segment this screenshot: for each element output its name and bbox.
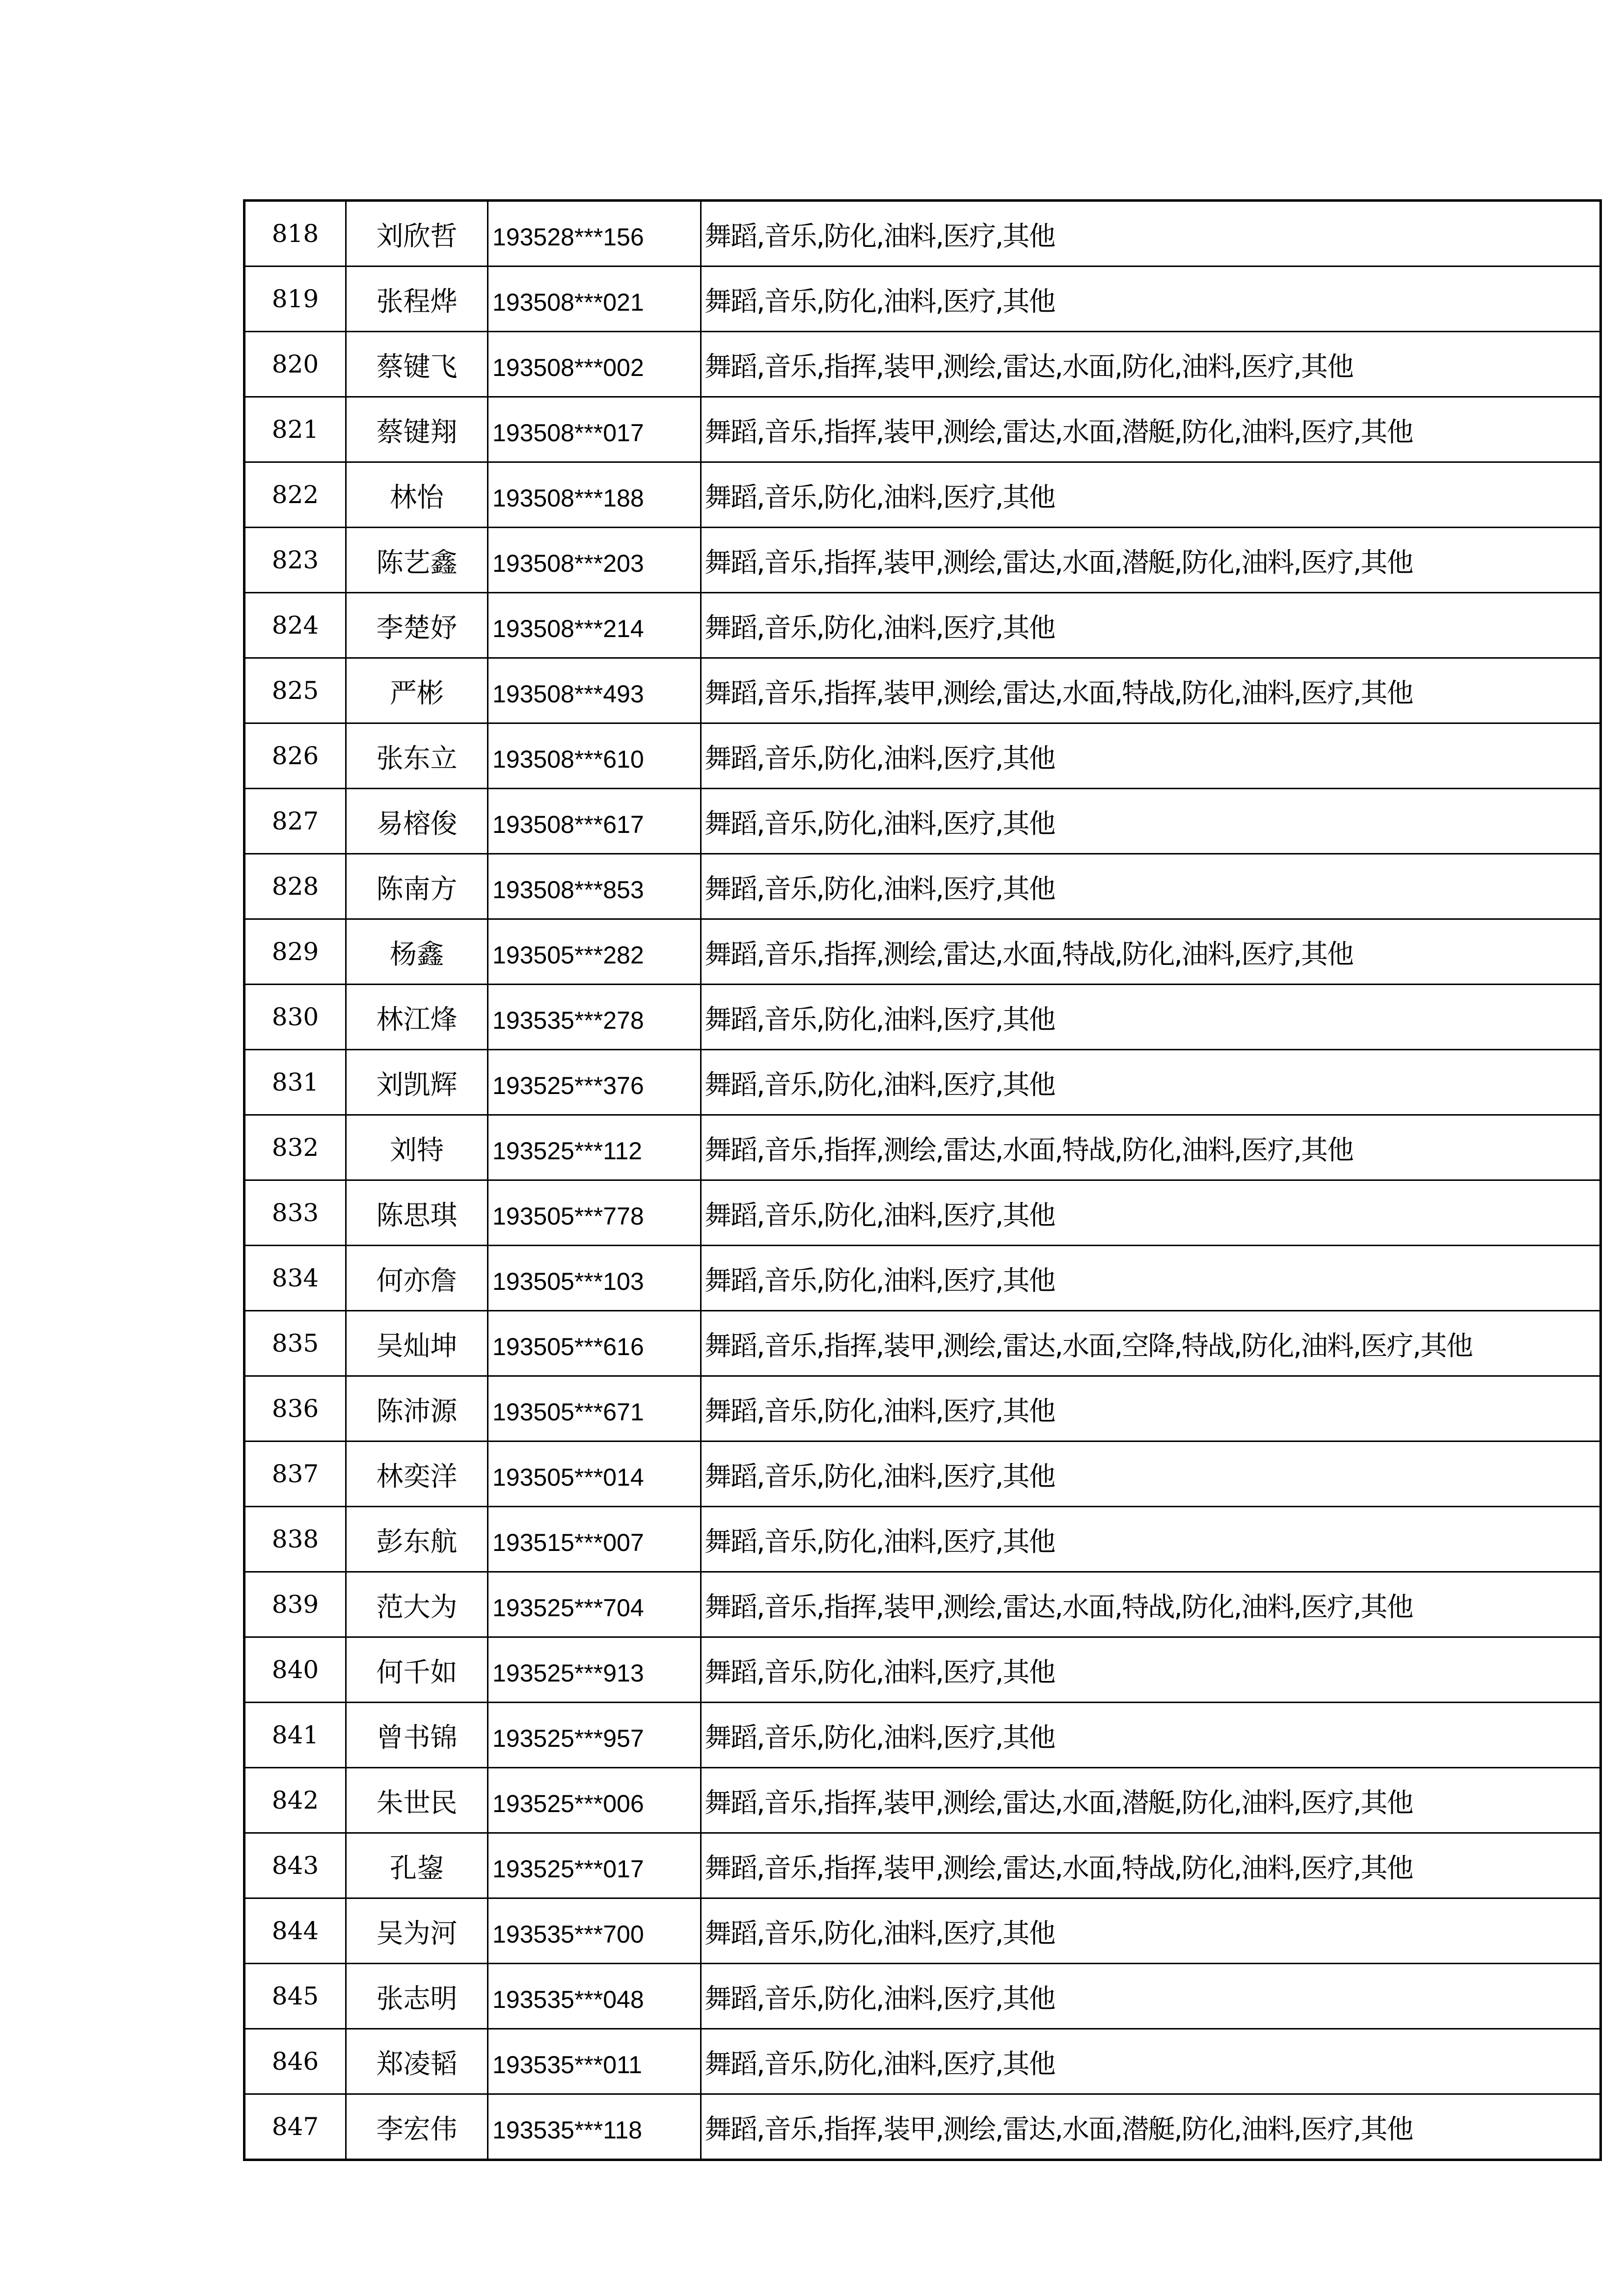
table-row [244, 201, 1601, 267]
masked-id-number: 193508***617 [488, 789, 701, 854]
row-number: 844 [244, 1898, 346, 1964]
row-number: 831 [244, 1050, 346, 1115]
row-number: 827 [244, 789, 346, 854]
masked-id-number: 193505***014 [488, 1442, 701, 1507]
category-list: 舞蹈,音乐,防化,油料,医疗,其他 [701, 723, 1601, 789]
candidate-name: 郑凌韬 [346, 2029, 488, 2094]
category-list: 舞蹈,音乐,防化,油料,医疗,其他 [701, 1050, 1601, 1115]
candidate-name: 刘特 [346, 1115, 488, 1180]
masked-id-number: 193508***610 [488, 723, 701, 789]
row-number: 829 [244, 919, 346, 985]
category-list: 舞蹈,音乐,防化,油料,医疗,其他 [701, 1898, 1601, 1964]
table-row [244, 1703, 1601, 1768]
masked-id-number: 193508***188 [488, 462, 701, 528]
row-number: 830 [244, 985, 346, 1050]
category-list: 舞蹈,音乐,防化,油料,医疗,其他 [701, 985, 1601, 1050]
table-row [244, 1050, 1601, 1115]
candidate-name: 杨鑫 [346, 919, 488, 985]
table-row [244, 1964, 1601, 2029]
masked-id-number: 193508***853 [488, 854, 701, 919]
table-row [244, 1507, 1601, 1572]
table-row [244, 723, 1601, 789]
row-number: 843 [244, 1833, 346, 1898]
row-number: 820 [244, 332, 346, 397]
candidate-name: 李宏伟 [346, 2094, 488, 2160]
category-list: 舞蹈,音乐,防化,油料,医疗,其他 [701, 854, 1601, 919]
roster-body [244, 201, 1601, 2160]
category-list: 舞蹈,音乐,防化,油料,医疗,其他 [701, 1703, 1601, 1768]
candidate-name: 林怡 [346, 462, 488, 528]
category-list: 舞蹈,音乐,防化,油料,医疗,其他 [701, 1442, 1601, 1507]
masked-id-number: 193508***017 [488, 397, 701, 462]
candidate-name: 林奕洋 [346, 1442, 488, 1507]
category-list: 舞蹈,音乐,指挥,装甲,测绘,雷达,水面,特战,防化,油料,医疗,其他 [701, 1572, 1601, 1637]
masked-id-number: 193525***017 [488, 1833, 701, 1898]
row-number: 826 [244, 723, 346, 789]
candidate-name: 何千如 [346, 1637, 488, 1703]
category-list: 舞蹈,音乐,指挥,装甲,测绘,雷达,水面,防化,油料,医疗,其他 [701, 332, 1601, 397]
table-row [244, 854, 1601, 919]
masked-id-number: 193535***118 [488, 2094, 701, 2160]
candidate-name: 朱世民 [346, 1768, 488, 1833]
table-row [244, 1246, 1601, 1311]
table-row [244, 593, 1601, 658]
row-number: 838 [244, 1507, 346, 1572]
masked-id-number: 193525***957 [488, 1703, 701, 1768]
candidate-name: 陈南方 [346, 854, 488, 919]
table-row [244, 789, 1601, 854]
category-list: 舞蹈,音乐,防化,油料,医疗,其他 [701, 267, 1601, 332]
category-list: 舞蹈,音乐,防化,油料,医疗,其他 [701, 2029, 1601, 2094]
category-list: 舞蹈,音乐,防化,油料,医疗,其他 [701, 789, 1601, 854]
candidate-name: 吴灿坤 [346, 1311, 488, 1376]
candidate-name: 林江烽 [346, 985, 488, 1050]
candidate-name: 李楚妤 [346, 593, 488, 658]
table-row [244, 267, 1601, 332]
candidate-name: 张东立 [346, 723, 488, 789]
table-row [244, 1768, 1601, 1833]
candidate-name: 陈沛源 [346, 1376, 488, 1442]
masked-id-number: 193505***282 [488, 919, 701, 985]
table-row [244, 528, 1601, 593]
table-row [244, 1376, 1601, 1442]
masked-id-number: 193535***278 [488, 985, 701, 1050]
table-row [244, 332, 1601, 397]
category-list: 舞蹈,音乐,防化,油料,医疗,其他 [701, 462, 1601, 528]
masked-id-number: 193508***493 [488, 658, 701, 723]
row-number: 835 [244, 1311, 346, 1376]
row-number: 819 [244, 267, 346, 332]
table-row [244, 397, 1601, 462]
row-number: 821 [244, 397, 346, 462]
table-row [244, 919, 1601, 985]
masked-id-number: 193535***700 [488, 1898, 701, 1964]
masked-id-number: 193505***671 [488, 1376, 701, 1442]
category-list: 舞蹈,音乐,防化,油料,医疗,其他 [701, 1964, 1601, 2029]
candidate-name: 刘凯辉 [346, 1050, 488, 1115]
candidate-name: 何亦詹 [346, 1246, 488, 1311]
category-list: 舞蹈,音乐,指挥,测绘,雷达,水面,特战,防化,油料,医疗,其他 [701, 919, 1601, 985]
table-row [244, 658, 1601, 723]
table-row [244, 1833, 1601, 1898]
roster-table [243, 199, 1602, 2161]
category-list: 舞蹈,音乐,指挥,装甲,测绘,雷达,水面,潜艇,防化,油料,医疗,其他 [701, 528, 1601, 593]
row-number: 836 [244, 1376, 346, 1442]
table-row [244, 1572, 1601, 1637]
table-row [244, 1442, 1601, 1507]
row-number: 847 [271, 2112, 319, 2141]
table-row [244, 2094, 1601, 2160]
candidate-name: 曾书锦 [346, 1703, 488, 1768]
row-number: 833 [244, 1180, 346, 1246]
category-list: 舞蹈,音乐,指挥,装甲,测绘,雷达,水面,潜艇,防化,油料,医疗,其他 [701, 2094, 1601, 2160]
candidate-name: 张程烨 [346, 267, 488, 332]
category-list: 舞蹈,音乐,指挥,测绘,雷达,水面,特战,防化,油料,医疗,其他 [701, 1115, 1601, 1180]
table-row [244, 1311, 1601, 1376]
category-list: 舞蹈,音乐,防化,油料,医疗,其他 [701, 593, 1601, 658]
candidate-name: 彭东航 [346, 1507, 488, 1572]
table-row [244, 985, 1601, 1050]
candidate-name: 严彬 [346, 658, 488, 723]
category-list: 舞蹈,音乐,指挥,装甲,测绘,雷达,水面,潜艇,防化,油料,医疗,其他 [701, 1768, 1601, 1833]
row-number: 845 [244, 1964, 346, 2029]
category-list: 舞蹈,音乐,防化,油料,医疗,其他 [701, 1507, 1601, 1572]
masked-id-number: 193525***913 [488, 1637, 701, 1703]
category-list: 舞蹈,音乐,指挥,装甲,测绘,雷达,水面,潜艇,防化,油料,医疗,其他 [701, 397, 1601, 462]
table-row [244, 2029, 1601, 2094]
candidate-name: 张志明 [346, 1964, 488, 2029]
table-row [244, 1180, 1601, 1246]
masked-id-number: 193528***156 [488, 201, 701, 267]
candidate-name: 易榕俊 [346, 789, 488, 854]
masked-id-number: 193505***616 [488, 1311, 701, 1376]
row-number: 825 [244, 658, 346, 723]
row-number: 823 [244, 528, 346, 593]
masked-id-number: 193505***103 [488, 1246, 701, 1311]
masked-id-number: 193525***704 [488, 1572, 701, 1637]
row-number: 818 [244, 201, 346, 267]
row-number: 846 [244, 2029, 346, 2094]
masked-id-number: 193508***021 [488, 267, 701, 332]
masked-id-number: 193508***203 [488, 528, 701, 593]
row-number: 832 [244, 1115, 346, 1180]
category-list: 舞蹈,音乐,防化,油料,医疗,其他 [701, 1376, 1601, 1442]
masked-id-number: 193515***007 [488, 1507, 701, 1572]
masked-id-number: 193525***376 [488, 1050, 701, 1115]
candidate-name: 陈艺鑫 [346, 528, 488, 593]
row-number: 837 [244, 1442, 346, 1507]
candidate-name: 吴为河 [346, 1898, 488, 1964]
category-list: 舞蹈,音乐,指挥,装甲,测绘,雷达,水面,特战,防化,油料,医疗,其他 [701, 658, 1601, 723]
masked-id-number: 193525***006 [488, 1768, 701, 1833]
masked-id-number: 193508***002 [488, 332, 701, 397]
candidate-name: 范大为 [346, 1572, 488, 1637]
table-row [244, 1898, 1601, 1964]
masked-id-number: 193535***048 [488, 1964, 701, 2029]
row-number: 834 [244, 1246, 346, 1311]
category-list: 舞蹈,音乐,防化,油料,医疗,其他 [701, 201, 1601, 267]
candidate-name: 孔鋆 [346, 1833, 488, 1898]
category-list: 舞蹈,音乐,指挥,装甲,测绘,雷达,水面,特战,防化,油料,医疗,其他 [701, 1833, 1601, 1898]
table-row [244, 1115, 1601, 1180]
row-number: 842 [244, 1768, 346, 1833]
row-number: 828 [244, 854, 346, 919]
candidate-name: 蔡键翔 [346, 397, 488, 462]
table-row [244, 1637, 1601, 1703]
candidate-name: 刘欣哲 [346, 201, 488, 267]
category-list: 舞蹈,音乐,防化,油料,医疗,其他 [701, 1246, 1601, 1311]
row-number: 840 [244, 1637, 346, 1703]
category-list: 舞蹈,音乐,指挥,装甲,测绘,雷达,水面,空降,特战,防化,油料,医疗,其他 [701, 1311, 1601, 1376]
category-list: 舞蹈,音乐,防化,油料,医疗,其他 [701, 1180, 1601, 1246]
masked-id-number: 193508***214 [488, 593, 701, 658]
category-list: 舞蹈,音乐,防化,油料,医疗,其他 [701, 1637, 1601, 1703]
row-number: 824 [244, 593, 346, 658]
masked-id-number: 193505***778 [488, 1180, 701, 1246]
candidate-name: 蔡键飞 [346, 332, 488, 397]
candidate-name: 陈思琪 [346, 1180, 488, 1246]
masked-id-number: 193535***011 [488, 2029, 701, 2094]
row-number: 841 [244, 1703, 346, 1768]
row-number: 822 [244, 462, 346, 528]
table-row [244, 462, 1601, 528]
masked-id-number: 193525***112 [488, 1115, 701, 1180]
row-number: 839 [244, 1572, 346, 1637]
